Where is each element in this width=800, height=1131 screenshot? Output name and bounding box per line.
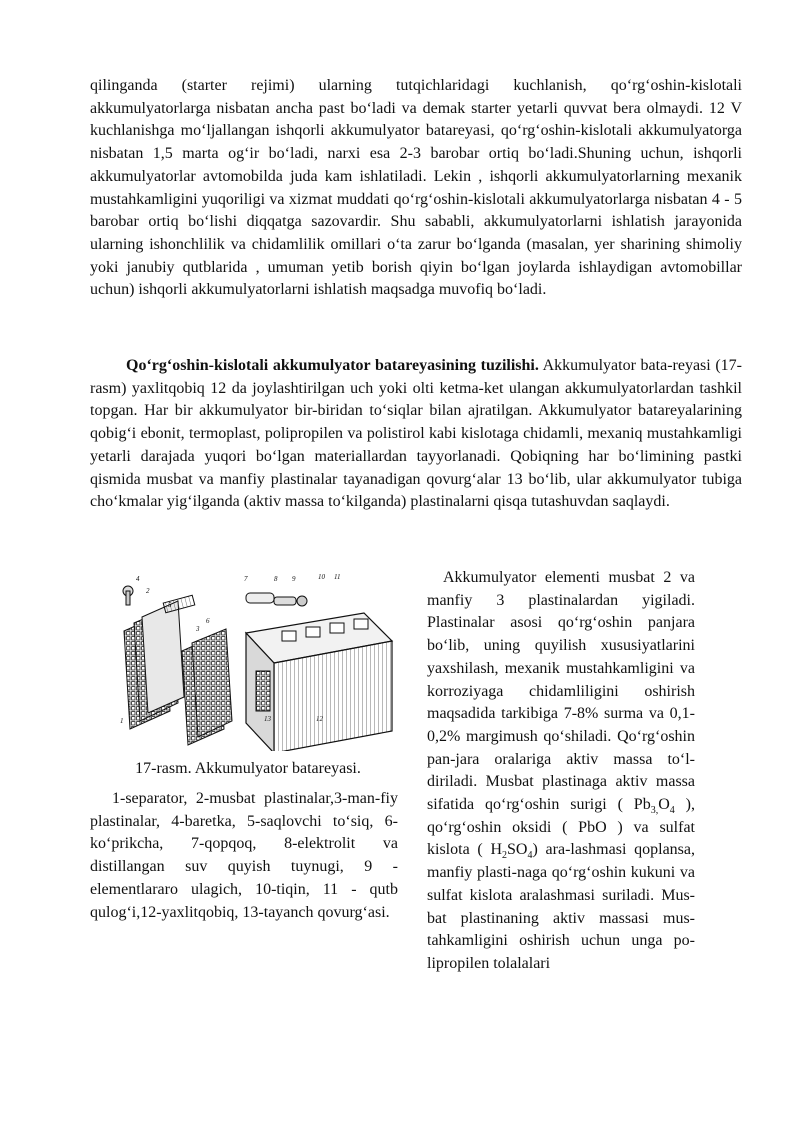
- text-segment: ), qo‘rg‘oshin oksidi ( PbO ) va sulfat kislota ( H: [427, 796, 696, 859]
- battery-illustration: [106, 571, 406, 751]
- subscript: 2: [502, 850, 508, 862]
- callout-7: 7: [244, 575, 248, 583]
- battery-case: [246, 613, 392, 751]
- text-segment: SO: [507, 841, 528, 859]
- plate-stack-middle: [182, 629, 232, 745]
- figure-legend: 1-separator, 2-musbat plastinalar,3-man-fiy plastinalar, 4-baretka, 5-saqlovchi to‘siq, 6-ko‘prikcha, 7-qopqoq, 8-elektrolit va distillangan suv quyish tuynugi, 9 - elementlararo ulagich, 10-tiqin, 11 - qutb qulog‘i,12-yaxlitqobiq, 13-tayanch qovurg‘asi.: [90, 790, 398, 921]
- callout-8: 8: [274, 575, 278, 583]
- callout-1: 1: [120, 717, 124, 725]
- callout-13: 13: [264, 715, 271, 723]
- paragraph-battery-structure-body: Akkumulyator bata-reyasi (17- rasm) yaxlitqobiq 12 da joylashtirilgan uch yoki olti ketma-ket ulangan akkumulyatorlardan tashkil topgan. Har bir akkumulyator bir-biridan to‘siqlar bilan ajratilgan. Akkumulyator batareyalarining qobig‘i ebonit, termoplast, polipropilen va polistirol kabi kislotaga chidamli, mexaniq mustahkamligi yetarli darajada yuqori bo‘lgan materiallardan tayyorlanadi. Qobiqning har bo‘limining pastki qismida musbat va manfiy plastinalar tayanadigan qovurg‘alar 13 bo‘lib, ular akkumulyator tubiga cho‘kmalar yig‘ilganda (aktiv massa to‘kilganda) plastinalarni qisqa tutashuvdan saqlaydi.: [90, 357, 742, 511]
- callout-4: 4: [136, 575, 140, 583]
- callout-2: 2: [146, 587, 150, 595]
- callout-11: 11: [334, 573, 341, 581]
- plate-stack-left: [124, 601, 184, 729]
- callout-6: 6: [206, 617, 210, 625]
- text-segment: ) ara-lashmasi qoplansa, manfiy plasti-naga qo‘rg‘oshin kukuni va sulfat kislota aralashmasi suriladi. Mus-bat plastinaning aktiv massasi mus-tahkamligini oshirish uchun unga po-lipropilen tolalalari: [427, 841, 695, 972]
- figure-caption: 17-rasm. Akkumulyator batareyasi.: [135, 760, 361, 777]
- text-segment: Akkumulyator elementi musbat 2 va manfiy 3 plastinalardan yigiladi. Plastinalar asosi qo‘rg‘oshin panjara bo‘lib, uning quyilish xususiyatlarini yaxshilash, mexanik mustahkamligini va korroziyaga chidamliligini oshirish maqsadida tarkibiga 7-8% surma va 0,1-0,2% margimush qo‘shiladi. Qo‘rg‘oshin pan-jara oralariga aktiv massa to‘l-diriladi. Musbat plastinaga aktiv massa sifatida qo‘rg‘oshin surigi ( Pb: [427, 569, 695, 814]
- callout-9: 9: [292, 575, 296, 583]
- paragraph-alkaline-batteries: qilinganda (starter rejimi) ularning tutqichlaridagi kuchlanish, qo‘rg‘oshin-kislotali akkumulyatorlarga nisbatan ancha past bo‘ladi va demak starter yetarli quvvat bera olmaydi. 12 V kuchlanishga mo‘ljallangan ishqorli akkumulyator batareyasi, qo‘rg‘oshin-kislotali akkumulyatorga nisbatan 1,5 marta og‘ir bo‘ladi, narxi esa 2-3 barobar ortiq bo‘ladi.Shuning uchun, ishqorli akkumulyatorlar avtomobilda juda kam ishlatiladi. Lekin , ishqorli akkumulyatorlarning mexanik mustahkamligini yuqoriligi va xizmat muddati qo‘rg‘oshin-kislotali akkumulyatorlarga nisbatan 4 - 5 barobar ortiq bo‘lishi diqqatga sazovardir. Shu sababli, akkumulyatorlarni ishlatish jarayonida ularning ishonchlilik va chidamlilik omillari o‘ta zarur bo‘lganda (masalan, yer sharining shimoliy yoki janubiy qutblarida , umuman yetib borish qiyin bo‘lgan joylarda ishlaydigan avtomobillar uchun) ishqorli akkumulyatorlarni ishlatish maqsadga muvofiq bo‘ladi.: [90, 77, 742, 299]
- callout-12: 12: [316, 715, 323, 723]
- connector-parts: [123, 586, 307, 613]
- callout-10: 10: [318, 573, 325, 581]
- paragraph-battery-structure: [90, 355, 742, 514]
- paragraph-battery-element: [427, 567, 695, 976]
- subscript: 4: [669, 805, 675, 817]
- callout-3: 3: [196, 625, 200, 633]
- callout-5: 5: [168, 601, 172, 609]
- text-segment: O: [658, 796, 670, 814]
- subscript: 3,: [650, 805, 659, 817]
- subscript: 4: [527, 850, 533, 862]
- section-heading: Qo‘rg‘oshin-kislotali akkumulyator batareyasining tuzilishi.: [126, 357, 539, 374]
